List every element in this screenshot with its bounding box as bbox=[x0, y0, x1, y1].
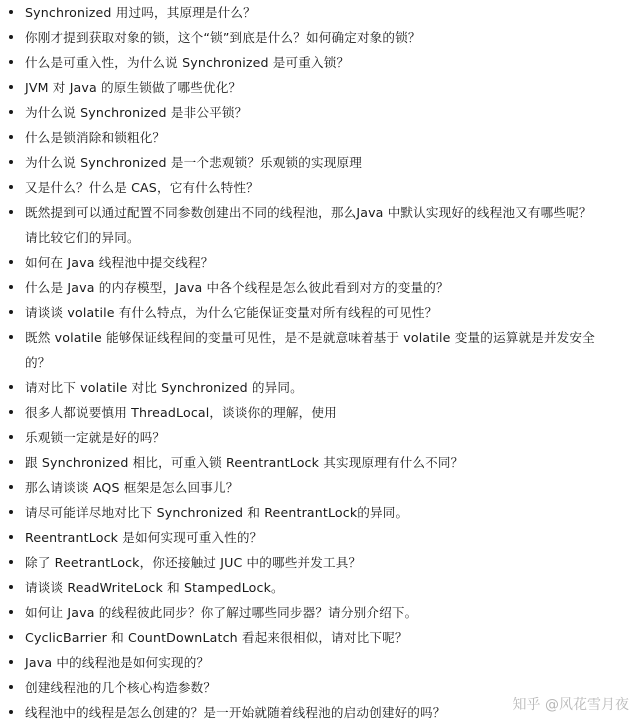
bullet bbox=[9, 285, 13, 289]
list-item bbox=[0, 100, 639, 125]
list-item bbox=[0, 450, 639, 475]
list-item bbox=[0, 300, 639, 325]
question-text: 你刚才提到获取对象的锁，这个“锁”到底是什么？如何确定对象的锁？ bbox=[25, 30, 421, 45]
question-text: 如何在 Java 线程池中提交线程？ bbox=[25, 255, 214, 270]
list-item bbox=[0, 625, 639, 650]
bullet bbox=[9, 510, 13, 514]
bullet bbox=[9, 660, 13, 664]
bullet bbox=[9, 635, 13, 639]
question-text: 那么请谈谈 AQS 框架是怎么回事儿？ bbox=[25, 480, 239, 495]
bullet bbox=[9, 485, 13, 489]
bullet bbox=[9, 185, 13, 189]
bullet bbox=[9, 85, 13, 89]
question-text: JVM 对 Java 的原生锁做了哪些优化？ bbox=[25, 80, 242, 95]
bullet bbox=[9, 260, 13, 264]
question-text: 请对比下 volatile 对比 Synchronized 的异同。 bbox=[25, 380, 303, 395]
bullet bbox=[9, 710, 13, 714]
list-item bbox=[0, 575, 639, 600]
question-text: 什么是 Java 的内存模型，Java 中各个线程是怎么彼此看到对方的变量的？ bbox=[25, 280, 449, 295]
list-item bbox=[0, 25, 639, 50]
list-item bbox=[0, 175, 639, 200]
bullet bbox=[9, 410, 13, 414]
list-item bbox=[0, 400, 639, 425]
question-text: 既然提到可以通过配置不同参数创建出不同的线程池，那么Java 中默认实现好的线程池又有哪些呢？请比较它们的异同。 bbox=[25, 205, 592, 245]
question-text: ReentrantLock 是如何实现可重入性的？ bbox=[25, 530, 263, 545]
bullet bbox=[9, 585, 13, 589]
bullet bbox=[9, 135, 13, 139]
list-item bbox=[0, 600, 639, 625]
bullet bbox=[9, 560, 13, 564]
bullet bbox=[9, 460, 13, 464]
question-text: 请谈谈 volatile 有什么特点，为什么它能保证变量对所有线程的可见性？ bbox=[25, 305, 438, 320]
watermark-text: 知乎 @风花雪月夜 bbox=[512, 697, 629, 713]
question-text: 很多人都说要慎用 ThreadLocal，谈谈你的理解，使用 bbox=[25, 405, 337, 420]
question-text: 为什么说 Synchronized 是非公平锁？ bbox=[25, 105, 248, 120]
bullet bbox=[9, 35, 13, 39]
list-item bbox=[0, 525, 639, 550]
question-text: 既然 volatile 能够保证线程间的变量可见性，是不是就意味着基于 volatile 变量的运算就是并发安全的？ bbox=[25, 330, 595, 370]
question-text: 除了 ReetrantLock，你还接触过 JUC 中的哪些并发工具？ bbox=[25, 555, 362, 570]
question-text: 线程池中的线程是怎么创建的？是一开始就随着线程池的启动创建好的吗？ bbox=[25, 705, 446, 720]
bullet bbox=[9, 310, 13, 314]
bullet bbox=[9, 210, 13, 214]
question-text: CyclicBarrier 和 CountDownLatch 看起来很相似，请对比下呢？ bbox=[25, 630, 408, 645]
list-item bbox=[0, 275, 639, 300]
list-item bbox=[0, 425, 639, 450]
question-text: 又是什么？什么是 CAS，它有什么特性？ bbox=[25, 180, 259, 195]
question-text: 为什么说 Synchronized 是一个悲观锁？乐观锁的实现原理 bbox=[25, 155, 363, 170]
bullet bbox=[9, 335, 13, 339]
bullet bbox=[9, 435, 13, 439]
bullet bbox=[9, 60, 13, 64]
list-item bbox=[0, 75, 639, 100]
list-item bbox=[0, 650, 639, 675]
list-item bbox=[0, 0, 639, 25]
question-text: 创建线程池的几个核心构造参数？ bbox=[25, 680, 217, 695]
bullet bbox=[9, 160, 13, 164]
question-text: 如何让 Java 的线程彼此同步？你了解过哪些同步器？请分别介绍下。 bbox=[25, 605, 418, 620]
list-item bbox=[0, 475, 639, 500]
question-text: 请谈谈 ReadWriteLock 和 StampedLock。 bbox=[25, 580, 284, 595]
question-text: 跟 Synchronized 相比，可重入锁 ReentrantLock 其实现原理有什么不同？ bbox=[25, 455, 464, 470]
list-item bbox=[0, 500, 639, 525]
question-text: 什么是锁消除和锁粗化？ bbox=[25, 130, 166, 145]
list-item bbox=[0, 250, 639, 275]
list-item bbox=[0, 125, 639, 150]
question-text: Synchronized 用过吗，其原理是什么？ bbox=[25, 5, 256, 20]
watermark bbox=[513, 694, 629, 714]
question-text: 乐观锁一定就是好的吗？ bbox=[25, 430, 166, 445]
list-item bbox=[0, 150, 639, 175]
bullet bbox=[9, 685, 13, 689]
list-item bbox=[0, 375, 639, 400]
list-item bbox=[0, 200, 607, 250]
bullet bbox=[9, 385, 13, 389]
question-text: 什么是可重入性，为什么说 Synchronized 是可重入锁？ bbox=[25, 55, 350, 70]
question-text: Java 中的线程池是如何实现的？ bbox=[25, 655, 210, 670]
list-item bbox=[0, 325, 607, 375]
bullet bbox=[9, 535, 13, 539]
list-item bbox=[0, 550, 639, 575]
question-text: 请尽可能详尽地对比下 Synchronized 和 ReentrantLock的异同。 bbox=[25, 505, 409, 520]
bullet bbox=[9, 110, 13, 114]
bullet bbox=[9, 10, 13, 14]
bullet bbox=[9, 610, 13, 614]
list-item bbox=[0, 50, 639, 75]
